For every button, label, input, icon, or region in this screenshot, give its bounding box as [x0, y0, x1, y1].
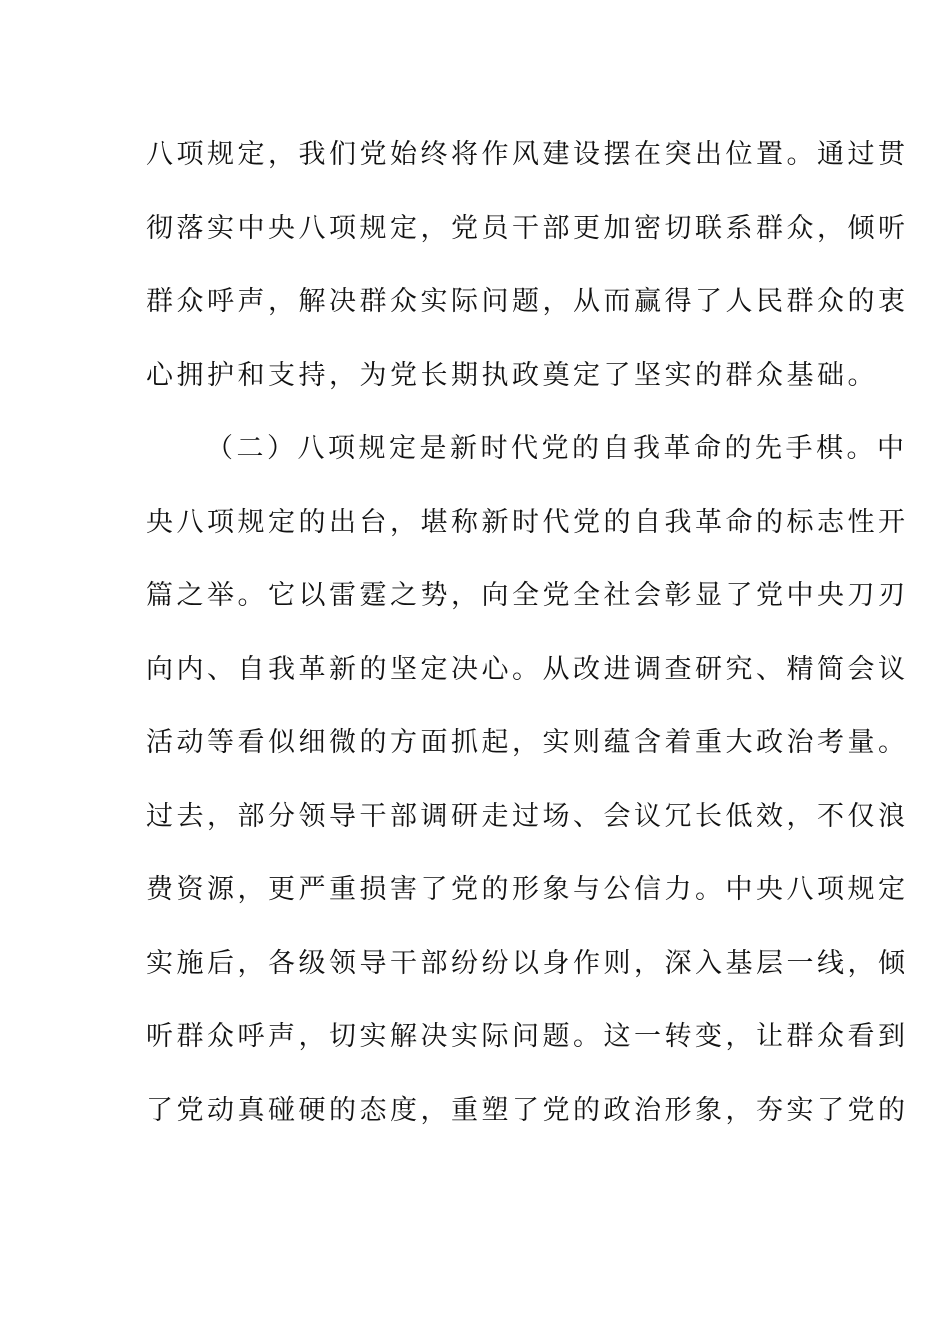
- text-line: 群众呼声，解决群众实际问题，从而赢得了人民群众的衷: [146, 286, 909, 317]
- text-line: 费资源，更严重损害了党的形象与公信力。中央八项规定: [146, 874, 909, 905]
- text-line: 央八项规定的出台，堪称新时代党的自我革命的标志性开: [146, 506, 909, 538]
- text-line: 心拥护和支持，为党长期执政奠定了坚实的群众基础。: [146, 359, 878, 391]
- text-line: 篇之举。它以雷霆之势，向全党全社会彰显了党中央刀刃: [146, 580, 909, 611]
- body-text: [146, 128, 909, 1157]
- text-line: 实施后，各级领导干部纷纷以身作则，深入基层一线，倾: [146, 947, 909, 979]
- text-line: 听群众呼声，切实解决实际问题。这一转变，让群众看到: [146, 1021, 909, 1052]
- text-line: 了党动真碰硬的态度，重塑了党的政治形象，夯实了党的: [146, 1094, 909, 1126]
- text-line: 活动等看似细微的方面抓起，实则蕴含着重大政治考量。: [146, 727, 909, 758]
- text-line: 彻落实中央八项规定，党员干部更加密切联系群众，倾听: [146, 212, 909, 244]
- section-heading-line: （二）八项规定是新时代党的自我革命的先手棋。中: [206, 433, 908, 464]
- text-line: 过去，部分领导干部调研走过场、会议冗长低效，不仅浪: [146, 800, 909, 832]
- text-line: 八项规定，我们党始终将作风建设摆在突出位置。通过贯: [146, 139, 909, 170]
- text-line: 向内、自我革新的坚定决心。从改进调查研究、精简会议: [146, 653, 909, 685]
